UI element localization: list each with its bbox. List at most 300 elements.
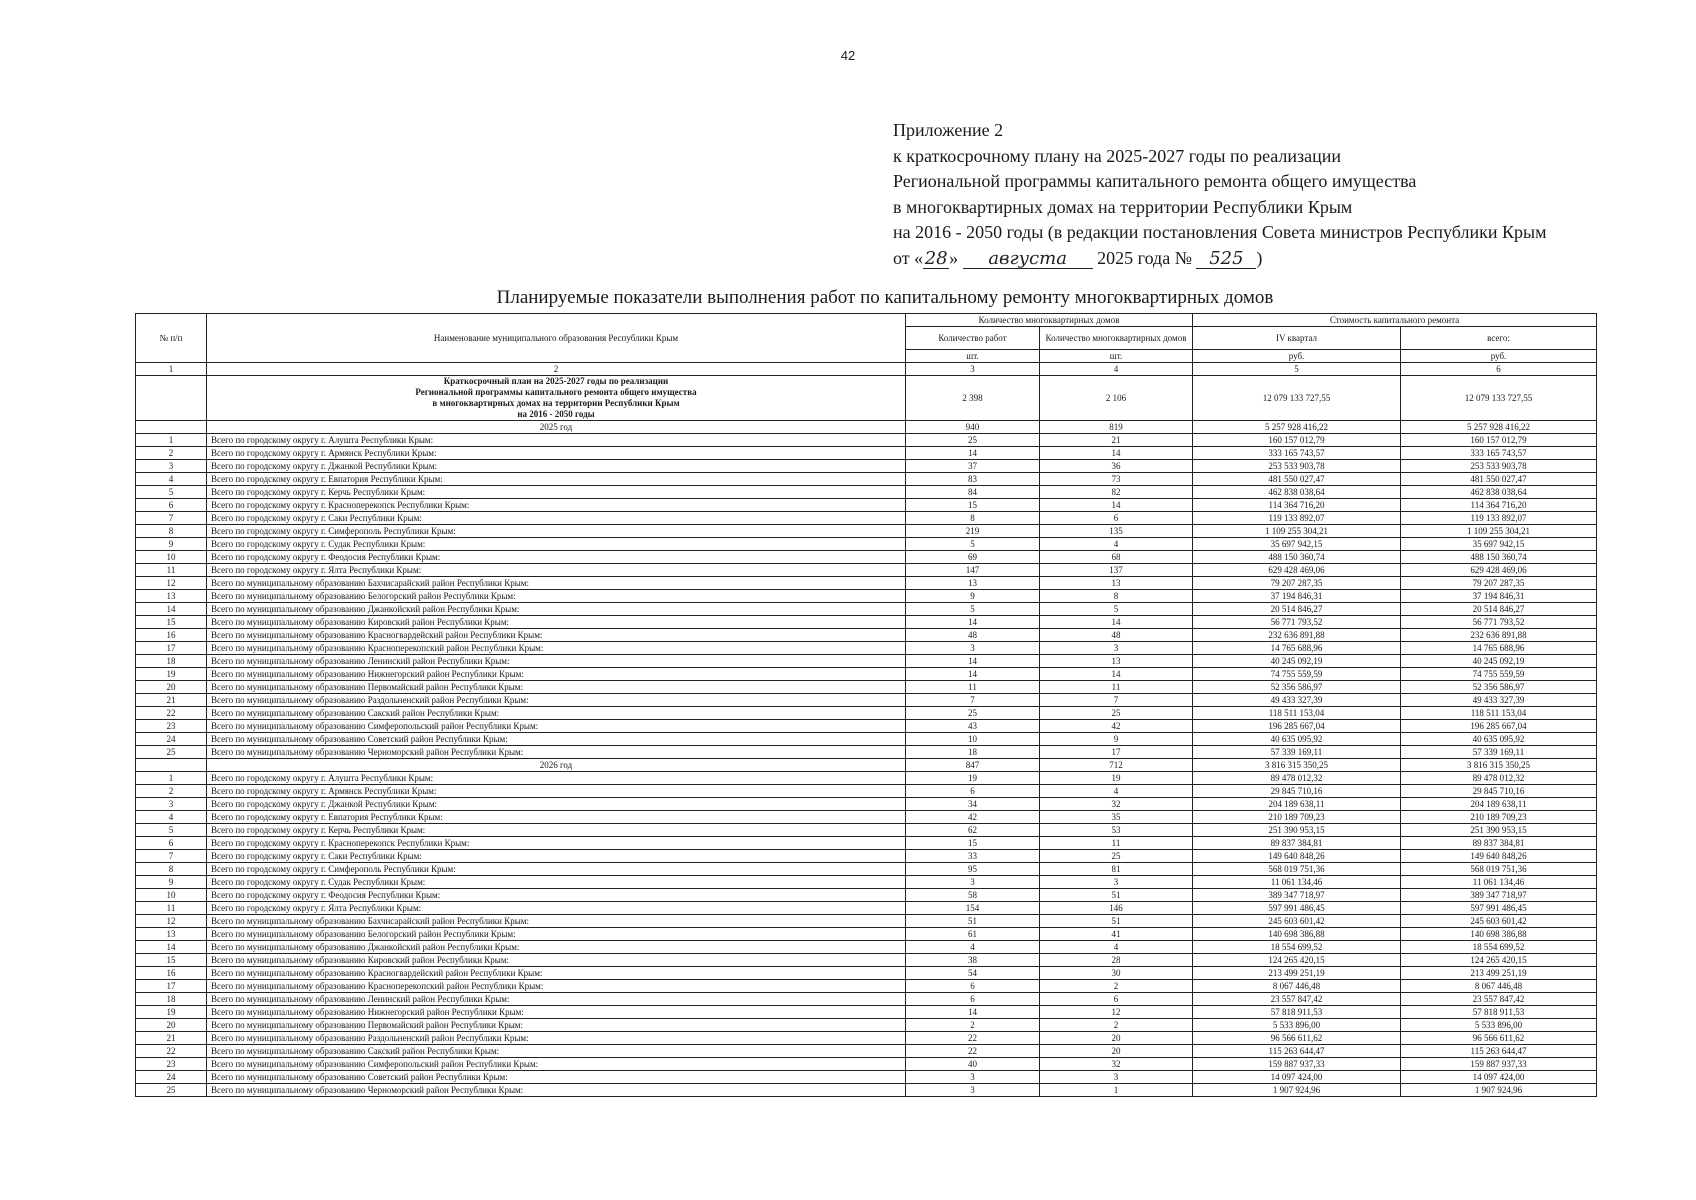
row-houses: 19 xyxy=(1040,772,1193,785)
row-num: 21 xyxy=(136,1032,207,1045)
row-name: Всего по городскому округу г. Армянск Республики Крым: xyxy=(207,447,906,460)
row-num: 6 xyxy=(136,837,207,850)
year-total-row xyxy=(136,759,1597,772)
row-houses: 6 xyxy=(1040,993,1193,1006)
row-works: 83 xyxy=(906,473,1040,486)
table-row xyxy=(136,447,1597,460)
row-q4: 160 157 012,79 xyxy=(1193,434,1401,447)
row-num: 5 xyxy=(136,824,207,837)
row-total: 597 991 486,45 xyxy=(1401,902,1597,915)
row-name: Всего по городскому округу г. Алушта Республики Крым: xyxy=(207,772,906,785)
row-q4: 89 478 012,32 xyxy=(1193,772,1401,785)
table-row xyxy=(136,1084,1597,1097)
row-total: 37 194 846,31 xyxy=(1401,590,1597,603)
row-num: 2 xyxy=(136,785,207,798)
table-row xyxy=(136,876,1597,889)
table-row xyxy=(136,551,1597,564)
row-works: 3 xyxy=(906,642,1040,655)
row-total: 5 533 896,00 xyxy=(1401,1019,1597,1032)
row-name: Всего по муниципальному образованию Черноморский район Республики Крым: xyxy=(207,1084,906,1097)
row-q4: 568 019 751,36 xyxy=(1193,863,1401,876)
row-num: 3 xyxy=(136,798,207,811)
row-name: Всего по городскому округу г. Саки Республики Крым: xyxy=(207,850,906,863)
row-houses: 35 xyxy=(1040,811,1193,824)
row-q4: 40 245 092,19 xyxy=(1193,655,1401,668)
header-unit: руб. xyxy=(1193,350,1401,363)
row-num: 15 xyxy=(136,616,207,629)
row-name: Всего по муниципальному образованию Советский район Республики Крым: xyxy=(207,733,906,746)
row-works: 14 xyxy=(906,447,1040,460)
row-total: 89 837 384,81 xyxy=(1401,837,1597,850)
appendix-line: Региональной программы капитального ремонта общего имущества xyxy=(893,171,1417,192)
table-row xyxy=(136,980,1597,993)
row-num: 21 xyxy=(136,694,207,707)
row-works: 54 xyxy=(906,967,1040,980)
table-row xyxy=(136,642,1597,655)
row-num: 6 xyxy=(136,499,207,512)
row-houses: 8 xyxy=(1040,590,1193,603)
year-label: 2026 год xyxy=(207,759,906,772)
row-num: 4 xyxy=(136,811,207,824)
summary-name-line: Краткосрочный план на 2025-2027 годы по реализации xyxy=(443,376,669,386)
row-houses: 2 xyxy=(1040,980,1193,993)
header-unit: шт. xyxy=(1040,350,1193,363)
row-name: Всего по муниципальному образованию Сакский район Республики Крым: xyxy=(207,1045,906,1058)
header-unit: руб. xyxy=(1401,350,1597,363)
table-row xyxy=(136,889,1597,902)
row-works: 61 xyxy=(906,928,1040,941)
table-row xyxy=(136,655,1597,668)
row-q4: 253 533 903,78 xyxy=(1193,460,1401,473)
row-works: 8 xyxy=(906,512,1040,525)
row-num: 5 xyxy=(136,486,207,499)
row-houses: 14 xyxy=(1040,616,1193,629)
year-label: 2025 год xyxy=(207,421,906,434)
table-row xyxy=(136,928,1597,941)
row-houses: 36 xyxy=(1040,460,1193,473)
row-houses: 9 xyxy=(1040,733,1193,746)
row-total: 568 019 751,36 xyxy=(1401,863,1597,876)
row-total: 251 390 953,15 xyxy=(1401,824,1597,837)
year-q4: 5 257 928 416,22 xyxy=(1193,421,1401,434)
row-name: Всего по муниципальному образованию Белогорский район Республики Крым: xyxy=(207,928,906,941)
appendix-line: в многоквартирных домах на территории Республики Крым xyxy=(893,196,1353,217)
row-q4: 488 150 360,74 xyxy=(1193,551,1401,564)
row-num: 16 xyxy=(136,629,207,642)
row-works: 6 xyxy=(906,993,1040,1006)
plan-table-body xyxy=(136,376,1597,1097)
row-q4: 118 511 153,04 xyxy=(1193,707,1401,720)
row-num: 7 xyxy=(136,850,207,863)
year-works: 847 xyxy=(906,759,1040,772)
year-works: 940 xyxy=(906,421,1040,434)
row-works: 48 xyxy=(906,629,1040,642)
row-q4: 89 837 384,81 xyxy=(1193,837,1401,850)
row-q4: 74 755 559,59 xyxy=(1193,668,1401,681)
row-q4: 481 550 027,47 xyxy=(1193,473,1401,486)
row-works: 14 xyxy=(906,616,1040,629)
document-title: Планируемые показатели выполнения работ по капитальному ремонту многоквартирных домов xyxy=(496,287,1274,308)
row-works: 9 xyxy=(906,590,1040,603)
row-name: Всего по муниципальному образованию Красногвардейский район Республики Крым: xyxy=(207,629,906,642)
row-name: Всего по муниципальному образованию Симферопольский район Республики Крым: xyxy=(207,720,906,733)
row-name: Всего по муниципальному образованию Ленинский район Республики Крым: xyxy=(207,655,906,668)
row-houses: 73 xyxy=(1040,473,1193,486)
row-houses: 82 xyxy=(1040,486,1193,499)
row-num: 4 xyxy=(136,473,207,486)
row-works: 11 xyxy=(906,681,1040,694)
header-name: Наименование муниципального образования Республики Крым xyxy=(207,314,906,363)
row-works: 62 xyxy=(906,824,1040,837)
row-works: 22 xyxy=(906,1045,1040,1058)
year-houses: 712 xyxy=(1040,759,1193,772)
row-works: 25 xyxy=(906,707,1040,720)
table-row xyxy=(136,850,1597,863)
row-q4: 20 514 846,27 xyxy=(1193,603,1401,616)
row-houses: 2 xyxy=(1040,1019,1193,1032)
summary-name-line: Региональной программы капитального ремонта общего имущества xyxy=(415,387,697,397)
row-num: 11 xyxy=(136,902,207,915)
row-total: 213 499 251,19 xyxy=(1401,967,1597,980)
row-num: 15 xyxy=(136,954,207,967)
row-name: Всего по городскому округу г. Керчь Республики Крым: xyxy=(207,486,906,499)
row-num: 20 xyxy=(136,681,207,694)
row-name: Всего по муниципальному образованию Раздольненский район Республики Крым: xyxy=(207,1032,906,1045)
row-num: 11 xyxy=(136,564,207,577)
row-num: 14 xyxy=(136,941,207,954)
row-name: Всего по муниципальному образованию Красноперекопский район Республики Крым: xyxy=(207,642,906,655)
row-houses: 68 xyxy=(1040,551,1193,564)
table-row xyxy=(136,577,1597,590)
row-total: 89 478 012,32 xyxy=(1401,772,1597,785)
row-q4: 251 390 953,15 xyxy=(1193,824,1401,837)
row-q4: 11 061 134,46 xyxy=(1193,876,1401,889)
row-works: 15 xyxy=(906,499,1040,512)
table-row xyxy=(136,993,1597,1006)
row-works: 5 xyxy=(906,538,1040,551)
table-row xyxy=(136,941,1597,954)
row-total: 160 157 012,79 xyxy=(1401,434,1597,447)
row-works: 40 xyxy=(906,1058,1040,1071)
appendix-line: к краткосрочному плану на 2025-2027 годы по реализации xyxy=(893,145,1342,166)
summary-works: 2 398 xyxy=(906,376,1040,421)
row-num: 12 xyxy=(136,577,207,590)
table-row xyxy=(136,512,1597,525)
row-houses: 11 xyxy=(1040,837,1193,850)
table-row xyxy=(136,720,1597,733)
table-row xyxy=(136,681,1597,694)
row-total: 74 755 559,59 xyxy=(1401,668,1597,681)
row-works: 154 xyxy=(906,902,1040,915)
table-row xyxy=(136,1058,1597,1071)
row-total: 149 640 848,26 xyxy=(1401,850,1597,863)
header-works: Количество работ xyxy=(906,327,1040,350)
row-num: 13 xyxy=(136,590,207,603)
year-houses: 819 xyxy=(1040,421,1193,434)
summary-name xyxy=(207,376,906,421)
row-houses: 1 xyxy=(1040,1084,1193,1097)
table-row xyxy=(136,538,1597,551)
table-row xyxy=(136,1006,1597,1019)
row-num: 14 xyxy=(136,603,207,616)
date-year: 2025 года № xyxy=(1097,247,1192,268)
row-name: Всего по городскому округу г. Судак Республики Крым: xyxy=(207,876,906,889)
row-works: 3 xyxy=(906,1071,1040,1084)
row-q4: 159 887 937,33 xyxy=(1193,1058,1401,1071)
row-works: 3 xyxy=(906,1084,1040,1097)
column-number: 1 xyxy=(136,363,207,376)
row-works: 37 xyxy=(906,460,1040,473)
row-houses: 20 xyxy=(1040,1045,1193,1058)
table-row xyxy=(136,915,1597,928)
date-prefix: от « xyxy=(893,247,924,268)
column-number: 4 xyxy=(1040,363,1193,376)
row-q4: 57 818 911,53 xyxy=(1193,1006,1401,1019)
summary-name-line: на 2016 - 2050 годы xyxy=(517,409,595,419)
row-houses: 25 xyxy=(1040,850,1193,863)
row-num: 1 xyxy=(136,434,207,447)
row-houses: 6 xyxy=(1040,512,1193,525)
row-houses: 12 xyxy=(1040,1006,1193,1019)
column-number: 6 xyxy=(1401,363,1597,376)
row-houses: 32 xyxy=(1040,1058,1193,1071)
row-works: 3 xyxy=(906,876,1040,889)
table-row xyxy=(136,1032,1597,1045)
row-houses: 30 xyxy=(1040,967,1193,980)
row-q4: 49 433 327,39 xyxy=(1193,694,1401,707)
row-num: 19 xyxy=(136,668,207,681)
row-name: Всего по муниципальному образованию Сакский район Республики Крым: xyxy=(207,707,906,720)
appendix-block xyxy=(893,118,1547,272)
row-works: 14 xyxy=(906,668,1040,681)
row-houses: 3 xyxy=(1040,876,1193,889)
row-works: 69 xyxy=(906,551,1040,564)
table-row xyxy=(136,954,1597,967)
row-works: 38 xyxy=(906,954,1040,967)
row-q4: 196 285 667,04 xyxy=(1193,720,1401,733)
header-group-count: Количество многоквартирных домов xyxy=(906,314,1193,327)
row-num: 3 xyxy=(136,460,207,473)
row-name: Всего по муниципальному образованию Кировский район Республики Крым: xyxy=(207,954,906,967)
row-q4: 629 428 469,06 xyxy=(1193,564,1401,577)
row-works: 219 xyxy=(906,525,1040,538)
row-works: 2 xyxy=(906,1019,1040,1032)
row-name: Всего по городскому округу г. Евпатория Республики Крым: xyxy=(207,811,906,824)
summary-houses: 2 106 xyxy=(1040,376,1193,421)
header-total: всего: xyxy=(1401,327,1597,350)
row-houses: 51 xyxy=(1040,915,1193,928)
row-q4: 14 765 688,96 xyxy=(1193,642,1401,655)
row-name: Всего по городскому округу г. Феодосия Республики Крым: xyxy=(207,889,906,902)
row-works: 7 xyxy=(906,694,1040,707)
column-number: 2 xyxy=(207,363,906,376)
row-total: 210 189 709,23 xyxy=(1401,811,1597,824)
summary-q4: 12 079 133 727,55 xyxy=(1193,376,1401,421)
row-num: 22 xyxy=(136,707,207,720)
row-q4: 40 635 095,92 xyxy=(1193,733,1401,746)
row-works: 6 xyxy=(906,785,1040,798)
row-total: 488 150 360,74 xyxy=(1401,551,1597,564)
table-row xyxy=(136,629,1597,642)
row-name: Всего по городскому округу г. Армянск Республики Крым: xyxy=(207,785,906,798)
row-name: Всего по городскому округу г. Красноперекопск Республики Крым: xyxy=(207,837,906,850)
table-row xyxy=(136,1019,1597,1032)
summary-row xyxy=(136,376,1597,421)
year-total: 3 816 315 350,25 xyxy=(1401,759,1597,772)
row-works: 58 xyxy=(906,889,1040,902)
row-num: 22 xyxy=(136,1045,207,1058)
row-name: Всего по муниципальному образованию Красногвардейский район Республики Крым: xyxy=(207,967,906,980)
row-name: Всего по муниципальному образованию Кировский район Республики Крым: xyxy=(207,616,906,629)
row-num: 25 xyxy=(136,1084,207,1097)
row-total: 1 907 924,96 xyxy=(1401,1084,1597,1097)
row-total: 11 061 134,46 xyxy=(1401,876,1597,889)
row-num: 12 xyxy=(136,915,207,928)
table-row xyxy=(136,746,1597,759)
row-q4: 18 554 699,52 xyxy=(1193,941,1401,954)
table-row xyxy=(136,694,1597,707)
row-num: 17 xyxy=(136,980,207,993)
row-name: Всего по муниципальному образованию Раздольненский район Республики Крым: xyxy=(207,694,906,707)
row-q4: 210 189 709,23 xyxy=(1193,811,1401,824)
table-row xyxy=(136,811,1597,824)
row-q4: 232 636 891,88 xyxy=(1193,629,1401,642)
row-num: 8 xyxy=(136,863,207,876)
row-works: 13 xyxy=(906,577,1040,590)
row-name: Всего по городскому округу г. Ялта Республики Крым: xyxy=(207,564,906,577)
row-houses: 25 xyxy=(1040,707,1193,720)
row-name: Всего по городскому округу г. Джанкой Республики Крым: xyxy=(207,798,906,811)
row-works: 6 xyxy=(906,980,1040,993)
table-row xyxy=(136,616,1597,629)
row-houses: 7 xyxy=(1040,694,1193,707)
table-row xyxy=(136,707,1597,720)
row-name: Всего по городскому округу г. Симферополь Республики Крым: xyxy=(207,525,906,538)
row-total: 140 698 386,88 xyxy=(1401,928,1597,941)
row-name: Всего по муниципальному образованию Белогорский район Республики Крым: xyxy=(207,590,906,603)
row-houses: 81 xyxy=(1040,863,1193,876)
row-num: 10 xyxy=(136,889,207,902)
header-unit: шт. xyxy=(906,350,1040,363)
handwritten-day: 28 xyxy=(924,247,948,269)
row-num: 23 xyxy=(136,1058,207,1071)
row-num: 8 xyxy=(136,525,207,538)
row-q4: 213 499 251,19 xyxy=(1193,967,1401,980)
row-total: 40 635 095,92 xyxy=(1401,733,1597,746)
row-total: 114 364 716,20 xyxy=(1401,499,1597,512)
handwritten-month: августа xyxy=(963,250,1093,269)
row-houses: 4 xyxy=(1040,785,1193,798)
row-num: 18 xyxy=(136,655,207,668)
row-works: 10 xyxy=(906,733,1040,746)
row-name: Всего по городскому округу г. Судак Республики Крым: xyxy=(207,538,906,551)
row-q4: 462 838 038,64 xyxy=(1193,486,1401,499)
row-q4: 115 263 644,47 xyxy=(1193,1045,1401,1058)
row-works: 51 xyxy=(906,915,1040,928)
row-name: Всего по муниципальному образованию Советский район Республики Крым: xyxy=(207,1071,906,1084)
row-q4: 96 566 611,62 xyxy=(1193,1032,1401,1045)
plan-table xyxy=(135,313,1597,1097)
row-total: 118 511 153,04 xyxy=(1401,707,1597,720)
row-q4: 149 640 848,26 xyxy=(1193,850,1401,863)
table-row xyxy=(136,733,1597,746)
row-houses: 14 xyxy=(1040,447,1193,460)
table-row xyxy=(136,434,1597,447)
row-works: 5 xyxy=(906,603,1040,616)
row-name: Всего по муниципальному образованию Симферопольский район Республики Крым: xyxy=(207,1058,906,1071)
row-name: Всего по муниципальному образованию Красноперекопский район Республики Крым: xyxy=(207,980,906,993)
table-row xyxy=(136,460,1597,473)
row-name: Всего по муниципальному образованию Бахчисарайский район Республики Крым: xyxy=(207,915,906,928)
row-q4: 597 991 486,45 xyxy=(1193,902,1401,915)
row-num: 9 xyxy=(136,876,207,889)
row-works: 147 xyxy=(906,564,1040,577)
row-q4: 124 265 420,15 xyxy=(1193,954,1401,967)
row-houses: 51 xyxy=(1040,889,1193,902)
appendix-date-line xyxy=(893,246,1547,272)
row-houses: 11 xyxy=(1040,681,1193,694)
page-number: 42 xyxy=(840,48,856,63)
header-num: № п/п xyxy=(136,314,207,363)
row-name: Всего по муниципальному образованию Нижнегорский район Республики Крым: xyxy=(207,668,906,681)
row-q4: 8 067 446,48 xyxy=(1193,980,1401,993)
row-total: 57 339 169,11 xyxy=(1401,746,1597,759)
row-num: 9 xyxy=(136,538,207,551)
row-houses: 4 xyxy=(1040,941,1193,954)
row-num: 7 xyxy=(136,512,207,525)
row-q4: 119 133 892,07 xyxy=(1193,512,1401,525)
row-houses: 4 xyxy=(1040,538,1193,551)
row-total: 333 165 743,57 xyxy=(1401,447,1597,460)
table-row xyxy=(136,824,1597,837)
table-row xyxy=(136,1071,1597,1084)
row-total: 124 265 420,15 xyxy=(1401,954,1597,967)
row-total: 96 566 611,62 xyxy=(1401,1032,1597,1045)
row-total: 20 514 846,27 xyxy=(1401,603,1597,616)
row-total: 49 433 327,39 xyxy=(1401,694,1597,707)
table-row xyxy=(136,785,1597,798)
row-total: 23 557 847,42 xyxy=(1401,993,1597,1006)
row-num: 23 xyxy=(136,720,207,733)
row-name: Всего по муниципальному образованию Черноморский район Республики Крым: xyxy=(207,746,906,759)
row-works: 4 xyxy=(906,941,1040,954)
row-total: 8 067 446,48 xyxy=(1401,980,1597,993)
row-works: 14 xyxy=(906,655,1040,668)
appendix-line: Приложение 2 xyxy=(893,120,1004,140)
year-q4: 3 816 315 350,25 xyxy=(1193,759,1401,772)
row-works: 43 xyxy=(906,720,1040,733)
row-q4: 52 356 586,97 xyxy=(1193,681,1401,694)
row-houses: 135 xyxy=(1040,525,1193,538)
row-q4: 389 347 718,97 xyxy=(1193,889,1401,902)
row-houses: 21 xyxy=(1040,434,1193,447)
year-total-row xyxy=(136,421,1597,434)
row-houses: 3 xyxy=(1040,1071,1193,1084)
row-total: 196 285 667,04 xyxy=(1401,720,1597,733)
row-houses: 28 xyxy=(1040,954,1193,967)
row-name: Всего по городскому округу г. Феодосия Республики Крым: xyxy=(207,551,906,564)
row-total: 1 109 255 304,21 xyxy=(1401,525,1597,538)
row-q4: 245 603 601,42 xyxy=(1193,915,1401,928)
row-houses: 13 xyxy=(1040,577,1193,590)
empty-cell xyxy=(136,759,207,772)
row-total: 40 245 092,19 xyxy=(1401,655,1597,668)
header-group-cost: Стоимость капитального ремонта xyxy=(1193,314,1597,327)
row-num: 2 xyxy=(136,447,207,460)
row-works: 22 xyxy=(906,1032,1040,1045)
row-total: 115 263 644,47 xyxy=(1401,1045,1597,1058)
table-row xyxy=(136,668,1597,681)
